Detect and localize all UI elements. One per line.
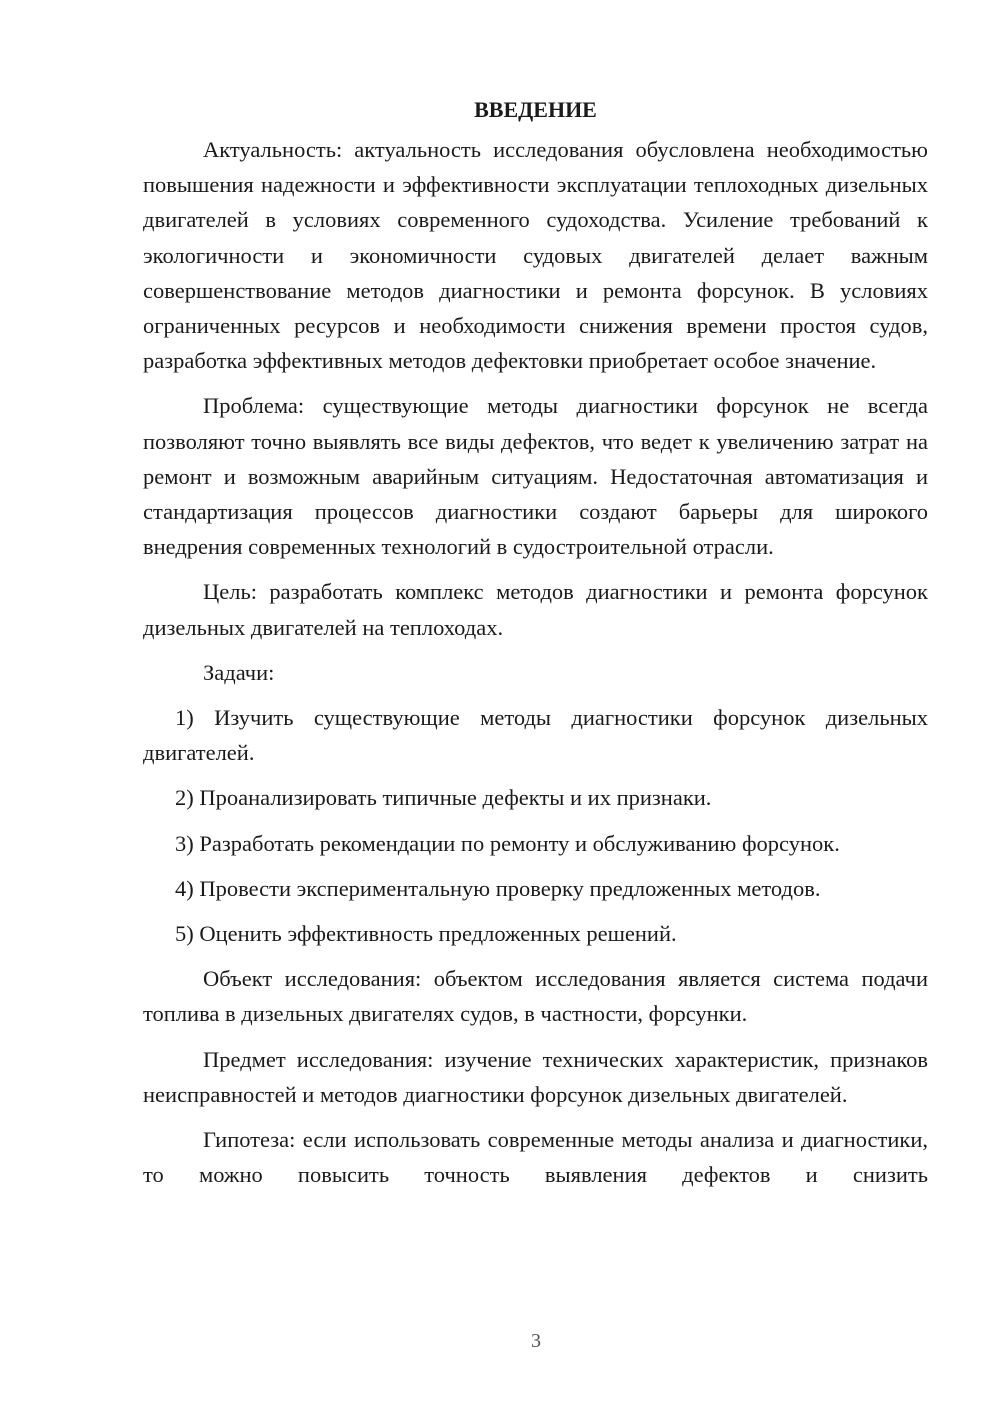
task-item-5: 5) Оценить эффективность предложенных решений. [175, 921, 677, 947]
task-item-2: 2) Проанализировать типичные дефекты и их признаки. [175, 785, 712, 811]
page-number: 3 [531, 1330, 541, 1352]
paragraph-relevance: Актуальность: актуальность исследования обусловлена необходимостью повышения надежности и эффективности эксплуатации теплоходных дизельных двигателей в условиях современного судоходства. Усиление требований к экологичности и экономичности судовых двигателей делает важным совершенствование методов диагностики и ремонта форсунок. В условиях ограниченных ресурсов и необходимости снижения времени простоя судов, разработка эффективных методов дефектовки приобретает особое значение. [143, 137, 928, 374]
task-item-3: 3) Разработать рекомендации по ремонту и обслуживанию форсунок. [175, 830, 840, 856]
paragraph-tasks-heading: Задачи: [203, 659, 275, 685]
section-title: ВВЕДЕНИЕ [474, 97, 597, 122]
task-item-1: 1) Изучить существующие методы диагностики форсунок дизельных двигателей. [143, 705, 928, 766]
paragraph-object: Объект исследования: объектом исследования является система подачи топлива в дизельных двигателях судов, в частности, форсунки. [143, 966, 928, 1027]
paragraph-goal: Цель: разработать комплекс методов диагностики и ремонта форсунок дизельных двигателей на теплоходах. [143, 579, 928, 640]
paragraph-problem: Проблема: существующие методы диагностики форсунок не всегда позволяют точно выявлять все виды дефектов, что ведет к увеличению затрат на ремонт и возможным аварийным ситуациям. Недостаточная автоматизация и стандартизация процессов диагностики создают барьеры для широкого внедрения современных технологий в судостроительной отрасли. [143, 393, 928, 560]
paragraph-hypothesis: Гипотеза: если использовать современные методы анализа и диагностики, то можно повысить точность выявления дефектов и снизить [143, 1127, 928, 1188]
paragraph-subject: Предмет исследования: изучение технических характеристик, признаков неисправностей и методов диагностики форсунок дизельных двигателей. [143, 1046, 928, 1107]
document-page [143, 94, 928, 1192]
task-item-4: 4) Провести экспериментальную проверку предложенных методов. [175, 875, 821, 901]
